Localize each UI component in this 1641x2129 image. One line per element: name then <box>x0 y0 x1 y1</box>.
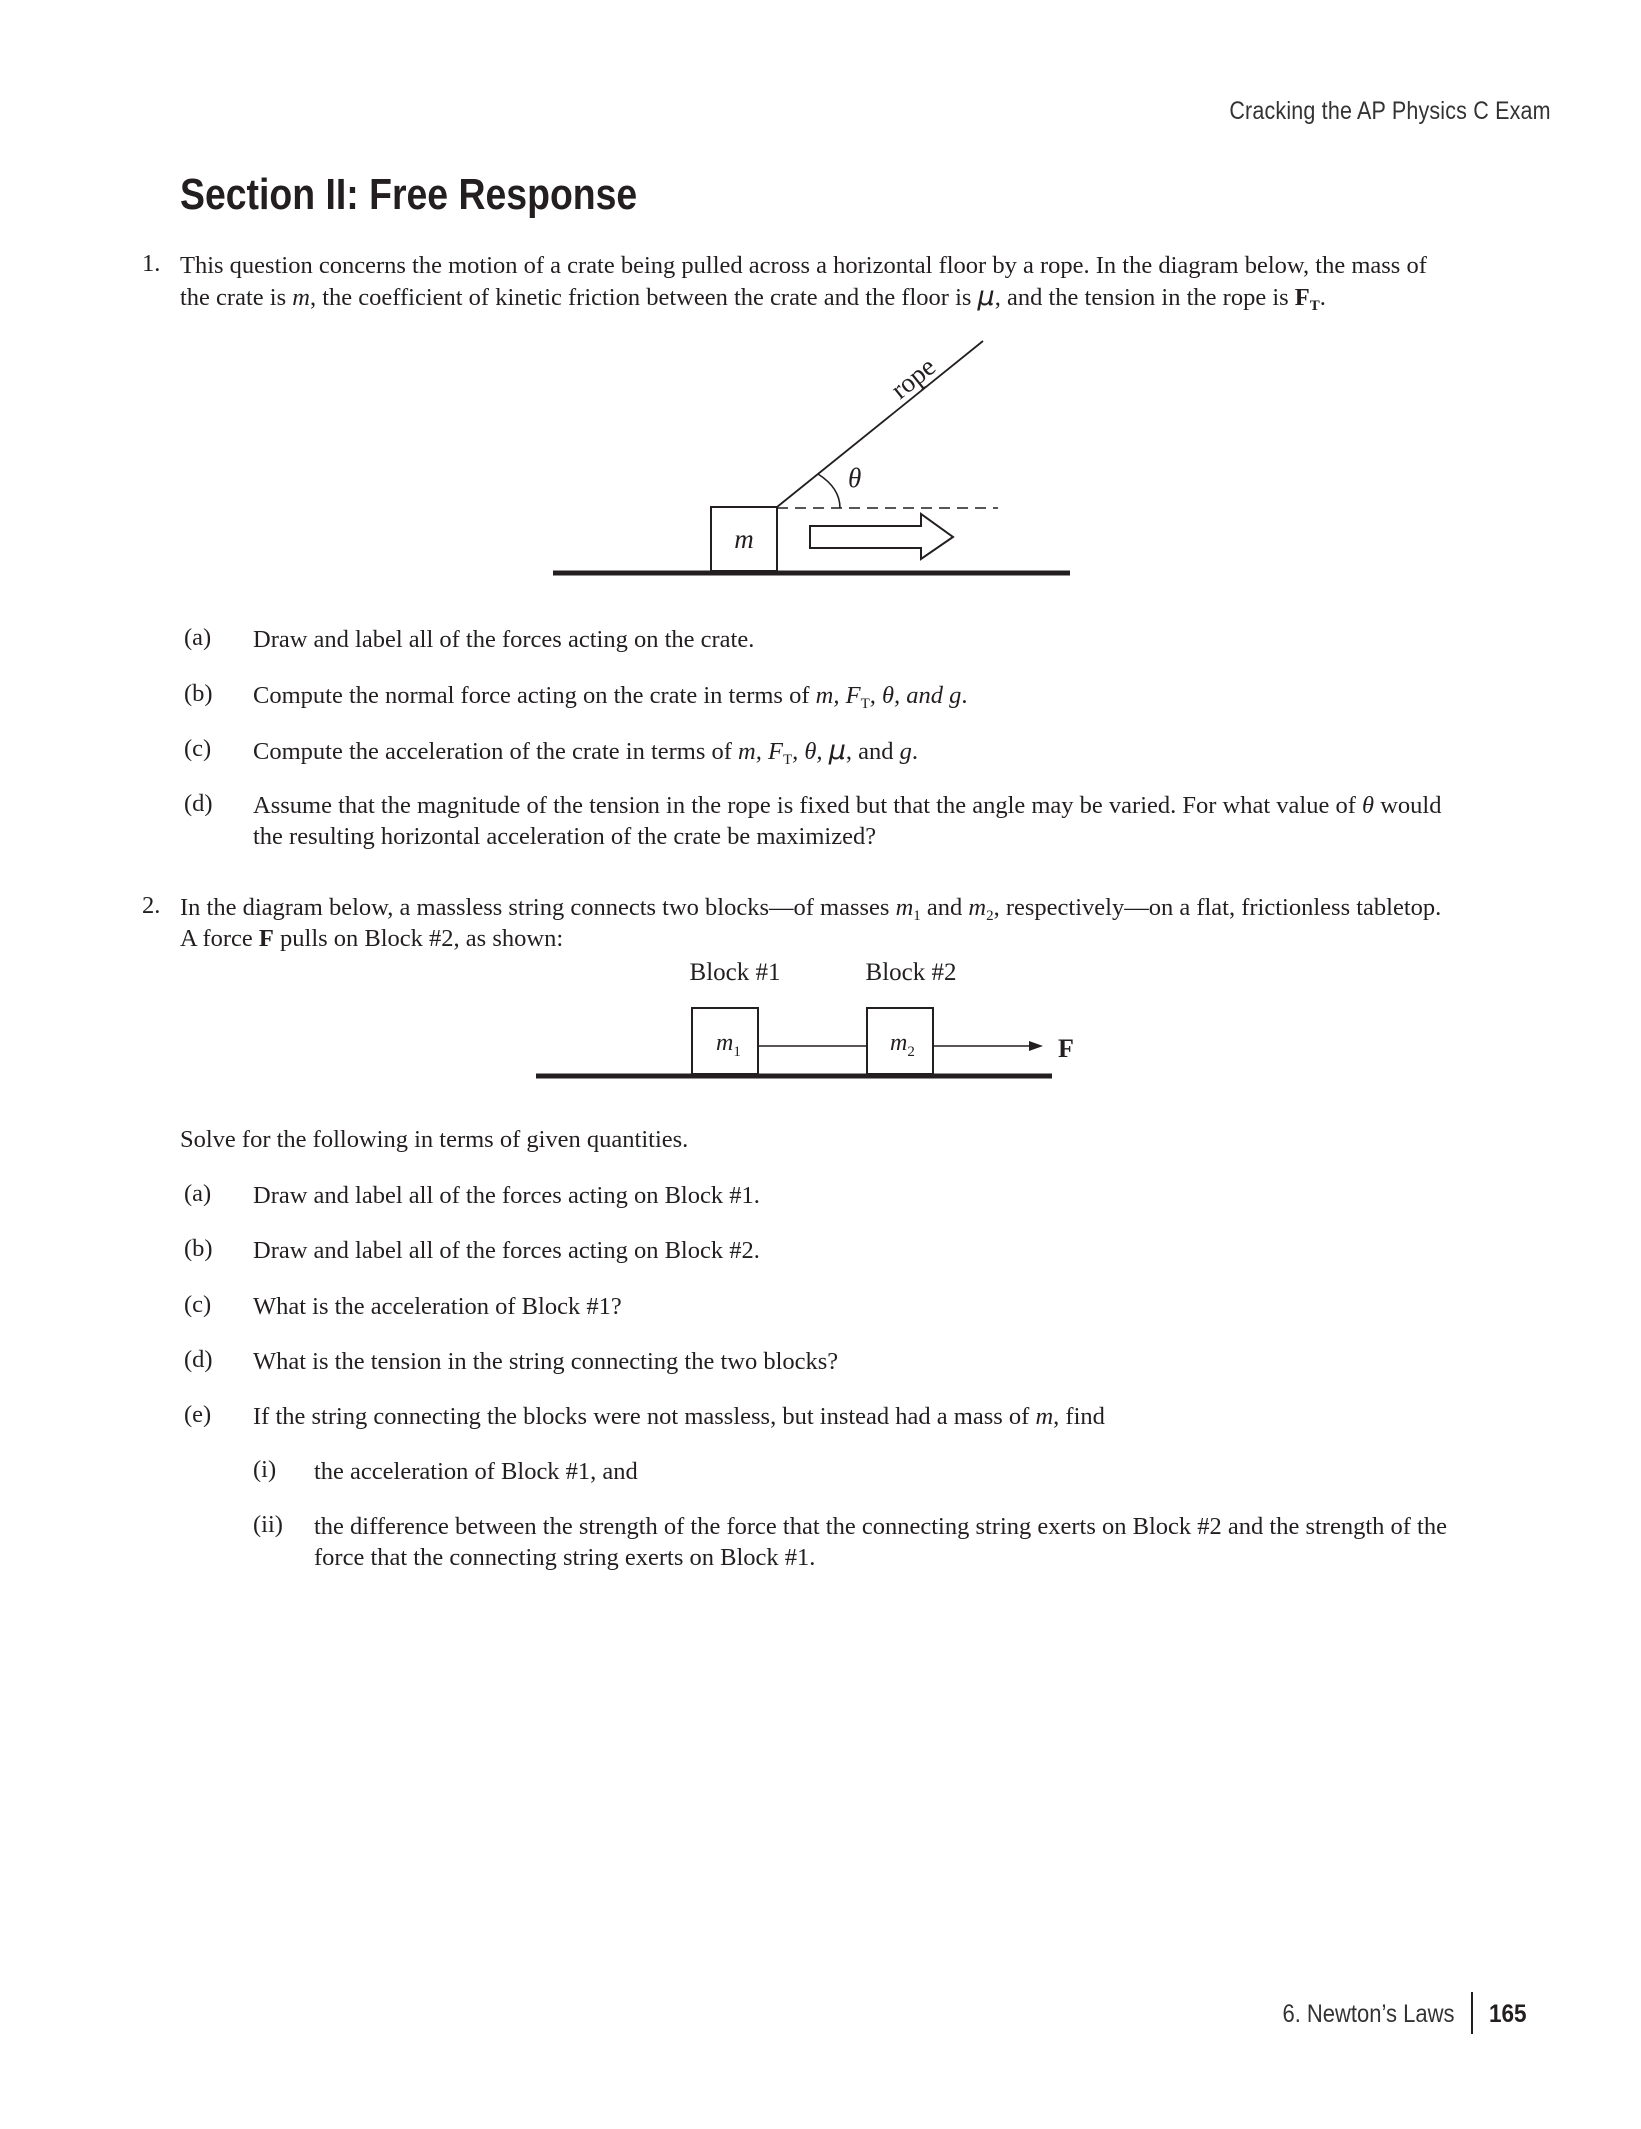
q2-prompt-line2: A force F pulls on Block #2, as shown: <box>180 925 564 952</box>
mu-symbol: μ <box>977 281 995 312</box>
q1-number: 1. <box>142 250 161 277</box>
section-title: Section II: Free Response <box>180 170 638 219</box>
running-head: Cracking the AP Physics C Exam <box>1229 97 1551 125</box>
q2-part-c-label: (c) <box>184 1291 212 1318</box>
q1-prompt-line1: This question concerns the motion of a crate being pulled across a horizontal floor by a rope. In the diagram below, the mass of <box>180 252 1427 279</box>
q2-subpart-i-text: the acceleration of Block #1, and <box>314 1458 638 1485</box>
q2-number: 2. <box>142 892 161 919</box>
q2-prompt-line1: In the diagram below, a massless string connects two blocks—of masses $m_1$ and $m_2$, respectively—on a flat, frictionless tabletop. <box>180 894 1442 924</box>
q2-part-d-text: What is the tension in the string connecting the two blocks? <box>253 1348 839 1375</box>
footer-chapter: 6. Newton’s Laws <box>1281 2000 1454 2028</box>
q2-part-b-label: (b) <box>184 1235 213 1262</box>
block2-label: Block #2 <box>865 959 957 986</box>
angle-theta-label: θ <box>848 463 862 493</box>
q2-subpart-ii-text: the difference between the strength of the force that the connecting string exerts on Block #2 and the strength of the force that the connecting string exerts on Block #1. <box>314 1513 1447 1571</box>
block1-label: Block #1 <box>689 959 781 986</box>
crate-mass-label: m <box>734 524 754 554</box>
page-number: 165 <box>1489 2000 1527 2028</box>
q2-subpart-ii-label: (ii) <box>253 1511 283 1538</box>
q2-part-e-text: If the string connecting the blocks were not massless, but instead had a mass of m, find <box>253 1403 1105 1430</box>
mu-symbol: μ <box>828 735 846 766</box>
q2-part-b-text: Draw and label all of the forces acting on Block #2. <box>253 1237 760 1264</box>
q2-part-a-label: (a) <box>184 1180 212 1207</box>
force-arrowhead-icon <box>1029 1041 1043 1051</box>
q2-part-a-text: Draw and label all of the forces acting on Block #1. <box>253 1182 760 1209</box>
q1-part-d-text: Assume that the magnitude of the tension in the rope is fixed but that the angle may be varied. For what value of θ would the resulting horizontal acceleration of the crate be maximized? <box>253 792 1442 850</box>
q2-part-e-label: (e) <box>184 1401 212 1428</box>
footer-divider <box>1471 1992 1473 2034</box>
block1-mass: $m_1$ <box>716 1030 741 1060</box>
block2-mass: $m_2$ <box>890 1030 915 1060</box>
q1-part-d-label: (d) <box>184 790 213 817</box>
q1-part-b-label: (b) <box>184 680 213 707</box>
q2-part-c-text: What is the acceleration of Block #1? <box>253 1293 622 1320</box>
force-label: F <box>1058 1034 1074 1063</box>
q1-part-c-text: Compute the acceleration of the crate in terms of m, $F_T$, θ, μ, and g. <box>253 735 918 768</box>
q1-prompt-line2: the crate is m, the coefficient of kinetic friction between the crate and the floor is μ, and the tension in the rope is $F_T$. <box>180 281 1326 314</box>
q2-part-d-label: (d) <box>184 1346 213 1373</box>
q1-part-a-label: (a) <box>184 624 212 651</box>
q2-subpart-i-label: (i) <box>253 1456 277 1483</box>
q2-instruction: Solve for the following in terms of given quantities. <box>180 1126 689 1153</box>
q1-part-b-text: Compute the normal force acting on the crate in terms of m, $F_T$, θ, and g. <box>253 682 968 712</box>
q1-part-c-label: (c) <box>184 735 212 762</box>
q1-part-a-text: Draw and label all of the forces acting on the crate. <box>253 626 755 653</box>
rope-label: rope <box>884 351 942 405</box>
